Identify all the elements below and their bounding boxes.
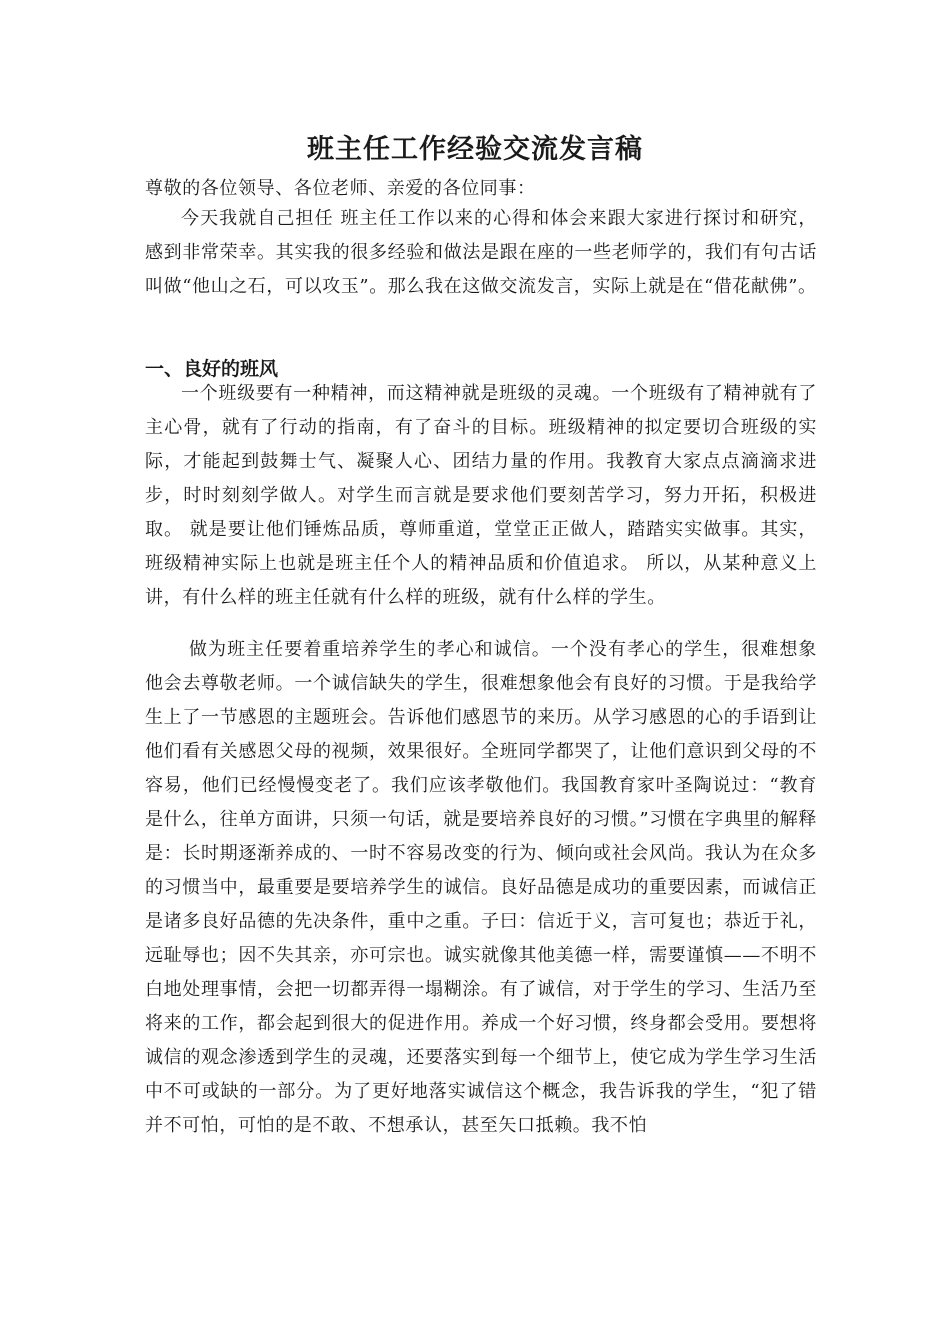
body-paragraph: 做为班主任要着重培养学生的孝心和诚信。一个没有孝心的学生，很难想象他会去尊敬老师。一个诚信缺失的学生，很难想象他会有良好的习惯。于是我给学生上了一节感恩的主题班会。告诉他们感恩节的来历。从学习感恩的心的手语到让他们看有关感恩父母的视频，效果很好。全班同学都哭了，让他们意识到父母的不容易，他们已经慢慢变老了。我们应该孝敬他们。我国教育家叶圣陶说过：“教育是什么，往单方面讲，只须一句话，就是要培养良好的习惯。”习惯在字典里的解释是：长时期逐渐养成的、一时不容易改变的行为、倾向或社会风尚。我认为在众多的习惯当中，最重要是要培养学生的诚信。良好品德是成功的重要因素，而诚信正是诸多良好品德的先决条件，重中之重。子曰：信近于义，言可复也；恭近于礼，远耻辱也；因不失其亲，亦可宗也。诚实就像其他美德一样，需要谨慎——不明不白地处理事情，会把一切都弄得一塌糊涂。有了诚信，对于学生的学习、生活乃至将来的工作，都会起到很大的促进作用。养成一个好习惯，终身都会受用。要想将诚信的观念渗透到学生的灵魂，还要落实到每一个细节上，使它成为学生学习生活中不可或缺的一部分。为了更好地落实诚信这个概念，我告诉我的学生，“犯了错并不可怕，可怕的是不敢、不想承认，甚至矢口抵赖。我不怕 — [145, 639, 817, 1136]
document-title: 班主任工作经验交流发言稿 — [307, 134, 643, 165]
section-heading: 一、良好的班风 — [145, 358, 279, 380]
intro-paragraph: 今天我就自己担任 班主任工作以来的心得和体会来跟大家进行探讨和研究，感到非常荣幸。其实我的很多经验和做法是跟在座的一些老师学的，我们有句古话叫做“他山之石，可以攻玉”。那么我在这做交流发言，实际上就是在“借花献佛”。 — [145, 208, 817, 297]
body-paragraph: 一个班级要有一种精神，而这精神就是班级的灵魂。一个班级有了精神就有了主心骨，就有了行动的指南，有了奋斗的目标。班级精神的拟定要切合班级的实际，才能起到鼓舞士气、凝聚人心、团结力量的作用。我教育大家点点滴滴求进步，时时刻刻学做人。对学生而言就是要求他们要刻苦学习，努力开拓，积极进取。 就是要让他们锤炼品质，尊师重道，堂堂正正做人，踏踏实实做事。其实，班级精神实际上也就是班主任个人的精神品质和价值追求。 所以，从某种意义上讲，有什么样的班主任就有什么样的班级，就有什么样的学生。 — [145, 383, 817, 608]
greeting-line: 尊敬的各位领导、各位老师、亲爱的各位同事： — [145, 178, 536, 199]
